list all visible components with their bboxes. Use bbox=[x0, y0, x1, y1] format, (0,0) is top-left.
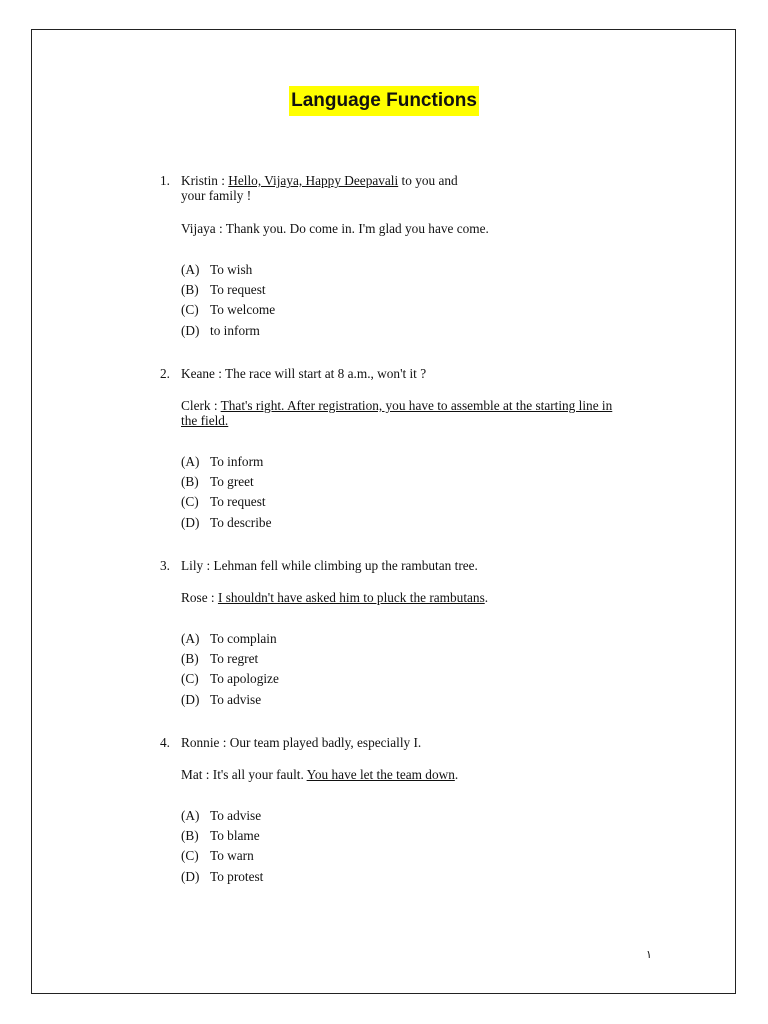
dialogue-line-continuation: your family ! bbox=[181, 188, 252, 203]
option-b: (B) To request bbox=[181, 282, 266, 297]
option-b: (B) To greet bbox=[181, 474, 254, 489]
dialogue-line-speaker-a: Kristin : Hello, Vijaya, Happy Deepavali to you and bbox=[181, 173, 458, 188]
dialogue-line-speaker-b: Vijaya : Thank you. Do come in. I'm glad you have come. bbox=[181, 221, 489, 236]
option-c: (C) To apologize bbox=[181, 671, 279, 686]
dialogue-line-speaker-a: Ronnie : Our team played badly, especially I. bbox=[181, 735, 422, 750]
question-number: 1. bbox=[160, 173, 170, 188]
dialogue-line-continuation bbox=[181, 413, 228, 429]
option-c: (C) To warn bbox=[181, 848, 254, 863]
page-number: ١ bbox=[646, 949, 652, 961]
option-a: (A) To complain bbox=[181, 631, 277, 646]
option-b: (B) To regret bbox=[181, 651, 259, 666]
dialogue-line-speaker-b: Rose : I shouldn't have asked him to pluck the rambutans. bbox=[181, 590, 489, 605]
option-d: (D) To protest bbox=[181, 869, 264, 884]
option-d: (D) To describe bbox=[181, 515, 272, 530]
option-c: (C) To welcome bbox=[181, 302, 276, 317]
option-a: (A) To advise bbox=[181, 808, 262, 823]
dialogue-line-speaker-b: Mat : It's all your fault. You have let the team down. bbox=[181, 767, 459, 782]
option-a: (A) To wish bbox=[181, 262, 253, 277]
dialogue-line-speaker-a: Keane : The race will start at 8 a.m., won't it ? bbox=[181, 366, 427, 381]
dialogue-line-speaker-a: Lily : Lehman fell while climbing up the rambutan tree. bbox=[181, 558, 478, 573]
underlined-phrase: That's right. After registration, you have to assemble at the starting line in bbox=[220, 398, 613, 413]
option-d: (D) to inform bbox=[181, 323, 260, 338]
option-b: (B) To blame bbox=[181, 828, 260, 843]
question-number: 2. bbox=[160, 366, 170, 381]
underlined-phrase: I shouldn't have asked him to pluck the rambutans bbox=[217, 590, 485, 605]
option-c: (C) To request bbox=[181, 494, 266, 509]
option-a: (A) To inform bbox=[181, 454, 264, 469]
question-number: 4. bbox=[160, 735, 170, 750]
underlined-phrase: You have let the team down bbox=[306, 767, 455, 782]
underlined-phrase: the field. bbox=[181, 413, 229, 428]
question-number: 3. bbox=[160, 558, 170, 573]
title-container bbox=[0, 86, 768, 116]
option-d: (D) To advise bbox=[181, 692, 262, 707]
dialogue-line-speaker-b: Clerk : That's right. After registration, you have to assemble at the starting line in bbox=[181, 398, 613, 413]
underlined-phrase: Hello, Vijaya, Happy Deepavali bbox=[228, 173, 399, 188]
page-title: Language Functions bbox=[289, 86, 479, 116]
